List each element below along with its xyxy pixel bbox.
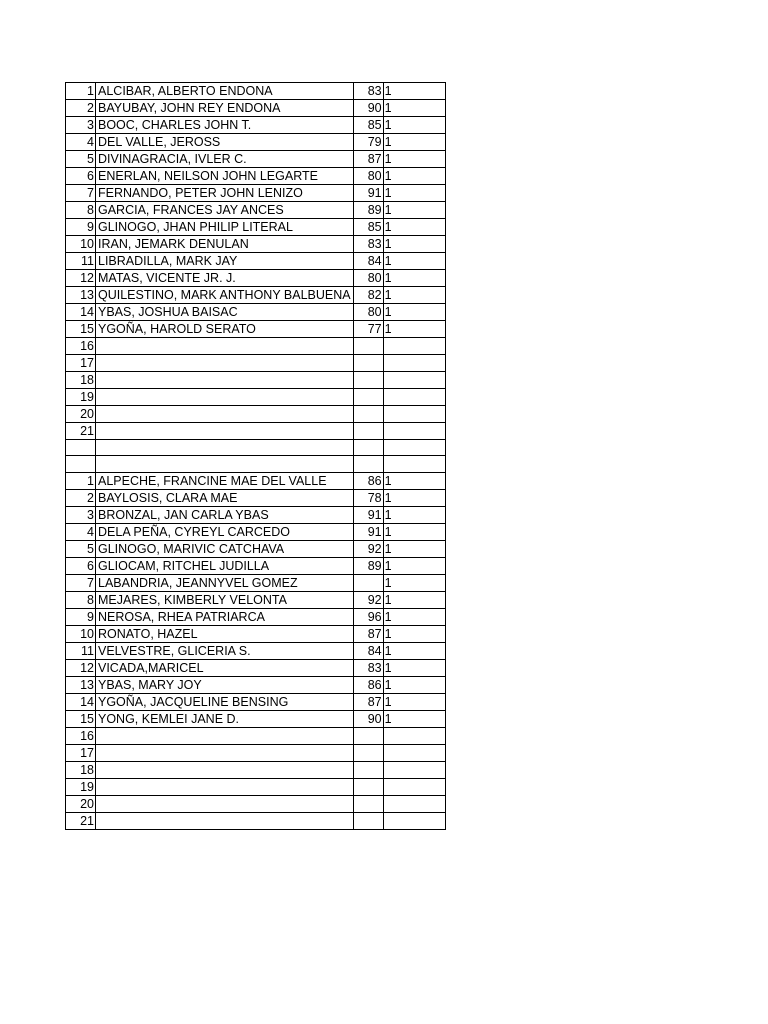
student-name-cell: ALPECHE, FRANCINE MAE DEL VALLE <box>96 472 354 489</box>
grade-cell: 80 <box>353 304 383 321</box>
grade-cell <box>353 338 383 355</box>
student-name-cell <box>96 423 354 440</box>
student-name-cell: GLIOCAM, RITCHEL JUDILLA <box>96 557 354 574</box>
grade-cell: 91 <box>353 523 383 540</box>
grade-cell <box>353 423 383 440</box>
table-row <box>66 795 446 812</box>
grade-cell: 80 <box>353 270 383 287</box>
grade-cell: 92 <box>353 540 383 557</box>
row-number-cell: 10 <box>66 236 96 253</box>
row-number-cell: 10 <box>66 625 96 642</box>
flag-cell <box>383 744 445 761</box>
grade-cell: 96 <box>353 608 383 625</box>
flag-cell: 1 <box>383 506 445 523</box>
row-number-cell: 3 <box>66 506 96 523</box>
grade-cell: 89 <box>353 202 383 219</box>
grade-cell: 92 <box>353 591 383 608</box>
table-row <box>66 540 446 557</box>
table-row <box>66 591 446 608</box>
row-number-cell: 14 <box>66 304 96 321</box>
table-row <box>66 100 446 117</box>
table-row <box>66 406 446 423</box>
table-row <box>66 321 446 338</box>
flag-cell: 1 <box>383 151 445 168</box>
grade-cell: 87 <box>353 693 383 710</box>
flag-cell: 1 <box>383 253 445 270</box>
grade-cell: 87 <box>353 625 383 642</box>
student-name-cell <box>96 744 354 761</box>
row-number-cell: 6 <box>66 168 96 185</box>
grade-cell <box>353 440 383 456</box>
student-name-cell: YBAS, JOSHUA BAISAC <box>96 304 354 321</box>
row-number-cell: 1 <box>66 472 96 489</box>
table-row <box>66 151 446 168</box>
flag-cell <box>383 727 445 744</box>
flag-cell <box>383 456 445 472</box>
student-name-cell: DEL VALLE, JEROSS <box>96 134 354 151</box>
flag-cell <box>383 440 445 456</box>
student-name-cell: LIBRADILLA, MARK JAY <box>96 253 354 270</box>
row-number-cell: 18 <box>66 761 96 778</box>
flag-cell <box>383 355 445 372</box>
student-name-cell: ALCIBAR, ALBERTO ENDONA <box>96 83 354 100</box>
flag-cell <box>383 812 445 829</box>
table-row <box>66 812 446 829</box>
table-row <box>66 506 446 523</box>
row-number-cell: 3 <box>66 117 96 134</box>
flag-cell: 1 <box>383 574 445 591</box>
grade-cell: 90 <box>353 100 383 117</box>
row-number-cell: 17 <box>66 744 96 761</box>
row-number-cell: 15 <box>66 321 96 338</box>
student-name-cell: YONG, KEMLEI JANE D. <box>96 710 354 727</box>
flag-cell: 1 <box>383 185 445 202</box>
table-row <box>66 304 446 321</box>
grade-cell: 80 <box>353 168 383 185</box>
grade-cell <box>353 372 383 389</box>
grade-cell: 84 <box>353 253 383 270</box>
flag-cell <box>383 338 445 355</box>
table-row <box>66 778 446 795</box>
row-number-cell: 11 <box>66 642 96 659</box>
flag-cell: 1 <box>383 591 445 608</box>
student-name-cell: NEROSA, RHEA PATRIARCA <box>96 608 354 625</box>
flag-cell <box>383 372 445 389</box>
flag-cell: 1 <box>383 608 445 625</box>
row-number-cell: 21 <box>66 423 96 440</box>
flag-cell: 1 <box>383 236 445 253</box>
flag-cell: 1 <box>383 304 445 321</box>
table-row <box>66 219 446 236</box>
student-name-cell: GLINOGO, MARIVIC CATCHAVA <box>96 540 354 557</box>
grade-cell <box>353 812 383 829</box>
student-name-cell: YBAS, MARY JOY <box>96 676 354 693</box>
student-name-cell: FERNANDO, PETER JOHN LENIZO <box>96 185 354 202</box>
grade-cell: 89 <box>353 557 383 574</box>
row-number-cell: 12 <box>66 270 96 287</box>
table-row <box>66 134 446 151</box>
flag-cell: 1 <box>383 168 445 185</box>
row-number-cell: 13 <box>66 287 96 304</box>
student-name-cell <box>96 372 354 389</box>
student-name-cell: BRONZAL, JAN CARLA YBAS <box>96 506 354 523</box>
flag-cell: 1 <box>383 219 445 236</box>
table-row <box>66 761 446 778</box>
row-number-cell: 1 <box>66 83 96 100</box>
row-number-cell: 13 <box>66 676 96 693</box>
student-name-cell: QUILESTINO, MARK ANTHONY BALBUENA <box>96 287 354 304</box>
row-number-cell: 19 <box>66 389 96 406</box>
table-row <box>66 693 446 710</box>
flag-cell: 1 <box>383 117 445 134</box>
student-name-cell: YGOÑA, HAROLD SERATO <box>96 321 354 338</box>
table-row <box>66 557 446 574</box>
student-name-cell: BOOC, CHARLES JOHN T. <box>96 117 354 134</box>
flag-cell <box>383 406 445 423</box>
flag-cell: 1 <box>383 710 445 727</box>
roster-table <box>65 82 446 830</box>
flag-cell: 1 <box>383 83 445 100</box>
flag-cell: 1 <box>383 540 445 557</box>
student-name-cell: BAYLOSIS, CLARA MAE <box>96 489 354 506</box>
table-row <box>66 355 446 372</box>
student-name-cell <box>96 355 354 372</box>
row-number-cell: 8 <box>66 202 96 219</box>
flag-cell: 1 <box>383 134 445 151</box>
grade-cell <box>353 406 383 423</box>
table-row <box>66 389 446 406</box>
flag-cell: 1 <box>383 693 445 710</box>
row-number-cell: 17 <box>66 355 96 372</box>
student-name-cell <box>96 389 354 406</box>
table-row <box>66 472 446 489</box>
grade-cell <box>353 778 383 795</box>
table-row <box>66 744 446 761</box>
flag-cell: 1 <box>383 202 445 219</box>
row-number-cell: 4 <box>66 523 96 540</box>
grade-cell: 82 <box>353 287 383 304</box>
student-name-cell: VICADA,MARICEL <box>96 659 354 676</box>
row-number-cell: 7 <box>66 185 96 202</box>
grade-cell: 77 <box>353 321 383 338</box>
row-number-cell: 12 <box>66 659 96 676</box>
row-number-cell: 9 <box>66 219 96 236</box>
student-name-cell <box>96 812 354 829</box>
row-number-cell: 19 <box>66 778 96 795</box>
grade-cell: 91 <box>353 185 383 202</box>
grade-cell: 90 <box>353 710 383 727</box>
grade-cell <box>353 727 383 744</box>
table-row <box>66 270 446 287</box>
row-number-cell: 21 <box>66 812 96 829</box>
row-number-cell: 15 <box>66 710 96 727</box>
flag-cell: 1 <box>383 642 445 659</box>
row-number-cell: 2 <box>66 489 96 506</box>
table-row <box>66 185 446 202</box>
student-name-cell: RONATO, HAZEL <box>96 625 354 642</box>
student-name-cell: BAYUBAY, JOHN REY ENDONA <box>96 100 354 117</box>
student-name-cell <box>96 406 354 423</box>
flag-cell <box>383 778 445 795</box>
student-name-cell: VELVESTRE, GLICERIA S. <box>96 642 354 659</box>
table-row <box>66 642 446 659</box>
flag-cell: 1 <box>383 489 445 506</box>
flag-cell: 1 <box>383 659 445 676</box>
row-number-cell: 14 <box>66 693 96 710</box>
table-row <box>66 523 446 540</box>
grade-cell: 83 <box>353 236 383 253</box>
grade-cell <box>353 795 383 812</box>
grade-cell <box>353 744 383 761</box>
student-name-cell: GARCIA, FRANCES JAY ANCES <box>96 202 354 219</box>
grade-cell: 85 <box>353 117 383 134</box>
grade-cell: 79 <box>353 134 383 151</box>
table-row <box>66 338 446 355</box>
blank-separator-row <box>66 440 446 456</box>
row-number-cell: 18 <box>66 372 96 389</box>
table-row <box>66 287 446 304</box>
student-name-cell <box>96 338 354 355</box>
roster-table-body <box>66 83 446 830</box>
row-number-cell: 20 <box>66 795 96 812</box>
table-row <box>66 489 446 506</box>
grade-cell <box>353 761 383 778</box>
grade-cell: 84 <box>353 642 383 659</box>
student-name-cell: MEJARES, KIMBERLY VELONTA <box>96 591 354 608</box>
student-name-cell: YGOÑA, JACQUELINE BENSING <box>96 693 354 710</box>
student-name-cell: GLINOGO, JHAN PHILIP LITERAL <box>96 219 354 236</box>
flag-cell <box>383 423 445 440</box>
flag-cell: 1 <box>383 100 445 117</box>
grade-cell: 86 <box>353 676 383 693</box>
row-number-cell: 5 <box>66 540 96 557</box>
student-name-cell <box>96 778 354 795</box>
student-name-cell: IRAN, JEMARK DENULAN <box>96 236 354 253</box>
row-number-cell: 4 <box>66 134 96 151</box>
row-number-cell: 6 <box>66 557 96 574</box>
flag-cell <box>383 795 445 812</box>
flag-cell: 1 <box>383 557 445 574</box>
row-number-cell: 5 <box>66 151 96 168</box>
table-row <box>66 168 446 185</box>
table-row <box>66 625 446 642</box>
row-number-cell: 8 <box>66 591 96 608</box>
student-name-cell <box>96 727 354 744</box>
flag-cell: 1 <box>383 472 445 489</box>
grade-cell <box>353 389 383 406</box>
row-number-cell: 11 <box>66 253 96 270</box>
row-number-cell: 9 <box>66 608 96 625</box>
table-row <box>66 676 446 693</box>
student-name-cell: MATAS, VICENTE JR. J. <box>96 270 354 287</box>
grade-cell <box>353 355 383 372</box>
row-number-cell: 7 <box>66 574 96 591</box>
flag-cell: 1 <box>383 625 445 642</box>
table-row <box>66 423 446 440</box>
grade-cell: 86 <box>353 472 383 489</box>
table-row <box>66 117 446 134</box>
flag-cell: 1 <box>383 287 445 304</box>
flag-cell: 1 <box>383 321 445 338</box>
grade-cell: 78 <box>353 489 383 506</box>
row-number-cell: 20 <box>66 406 96 423</box>
grade-cell: 85 <box>353 219 383 236</box>
blank-separator-row <box>66 456 446 472</box>
student-name-cell <box>96 795 354 812</box>
flag-cell: 1 <box>383 523 445 540</box>
student-name-cell <box>96 456 354 472</box>
grade-cell: 91 <box>353 506 383 523</box>
student-name-cell <box>96 761 354 778</box>
row-number-cell: 16 <box>66 727 96 744</box>
student-name-cell <box>96 440 354 456</box>
flag-cell: 1 <box>383 676 445 693</box>
flag-cell: 1 <box>383 270 445 287</box>
student-name-cell: ENERLAN, NEILSON JOHN LEGARTE <box>96 168 354 185</box>
grade-cell <box>353 456 383 472</box>
table-row <box>66 608 446 625</box>
table-row <box>66 727 446 744</box>
grade-cell: 83 <box>353 659 383 676</box>
table-row <box>66 236 446 253</box>
grade-cell: 83 <box>353 83 383 100</box>
student-name-cell: DIVINAGRACIA, IVLER C. <box>96 151 354 168</box>
student-name-cell: DELA PEÑA, CYREYL CARCEDO <box>96 523 354 540</box>
grade-cell <box>353 574 383 591</box>
table-row <box>66 202 446 219</box>
flag-cell <box>383 389 445 406</box>
table-row <box>66 710 446 727</box>
student-name-cell: LABANDRIA, JEANNYVEL GOMEZ <box>96 574 354 591</box>
row-number-cell <box>66 440 96 456</box>
flag-cell <box>383 761 445 778</box>
grade-cell: 87 <box>353 151 383 168</box>
row-number-cell: 16 <box>66 338 96 355</box>
table-row <box>66 574 446 591</box>
row-number-cell <box>66 456 96 472</box>
table-row <box>66 659 446 676</box>
table-row <box>66 253 446 270</box>
table-row <box>66 83 446 100</box>
table-row <box>66 372 446 389</box>
row-number-cell: 2 <box>66 100 96 117</box>
